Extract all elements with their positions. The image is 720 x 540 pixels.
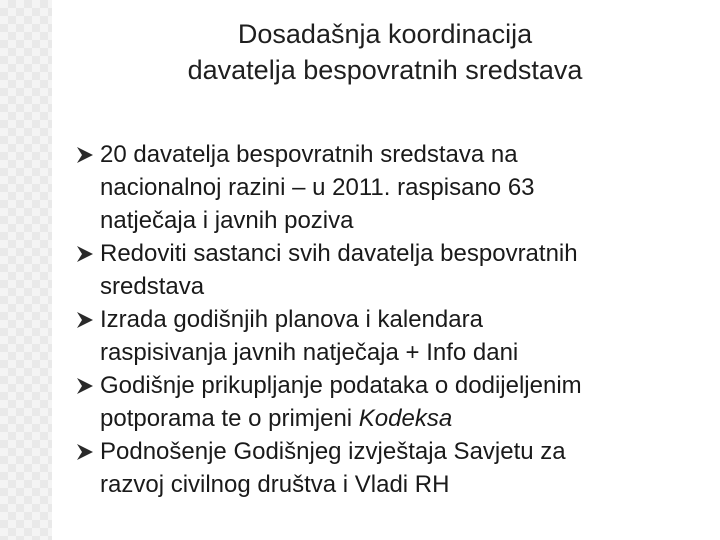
arrowhead-bullet-icon — [76, 435, 96, 468]
arrowhead-bullet-icon — [76, 369, 96, 402]
bullet-line: razvoj civilnog društva i Vladi RH — [100, 471, 450, 498]
bullet-line: Godišnje prikupljanje podataka o dodijeljenim — [100, 372, 582, 399]
bullet-line: raspisivanja javnih natječaja + Info dani — [100, 339, 519, 366]
arrowhead-bullet-icon — [76, 303, 96, 336]
bullet-line — [100, 402, 714, 435]
bullet-item — [74, 138, 714, 237]
arrowhead-bullet-icon — [76, 237, 96, 270]
slide-title-line-2: davatelja bespovratnih sredstava — [187, 55, 583, 85]
bullet-item — [74, 303, 714, 369]
slide-title — [60, 16, 710, 88]
bullet-line: sredstava — [100, 273, 205, 300]
bullet-item — [74, 435, 714, 501]
bullet-line: Podnošenje Godišnjeg izvještaja Savjetu za — [100, 438, 566, 465]
bullet-item — [74, 237, 714, 303]
decorative-side-pattern — [0, 0, 52, 540]
bullet-item — [74, 369, 714, 435]
bullet-line: Redoviti sastanci svih davatelja bespovratnih — [100, 240, 578, 267]
bullet-list — [74, 138, 714, 501]
bullet-line: natječaja i javnih poziva — [100, 207, 354, 234]
slide-title-line-1: Dosadašnja koordinacija — [237, 19, 533, 49]
bullet-line: 20 davatelja bespovratnih sredstava na — [100, 141, 518, 168]
arrowhead-bullet-icon — [76, 138, 96, 171]
bullet-text: potporama te o primjeni — [100, 405, 359, 432]
bullet-line: Izrada godišnjih planova i kalendara — [100, 306, 483, 333]
bullet-line: nacionalnoj razini – u 2011. raspisano 63 — [100, 174, 535, 201]
kodeks-emphasis: Kodeksa — [358, 405, 453, 432]
